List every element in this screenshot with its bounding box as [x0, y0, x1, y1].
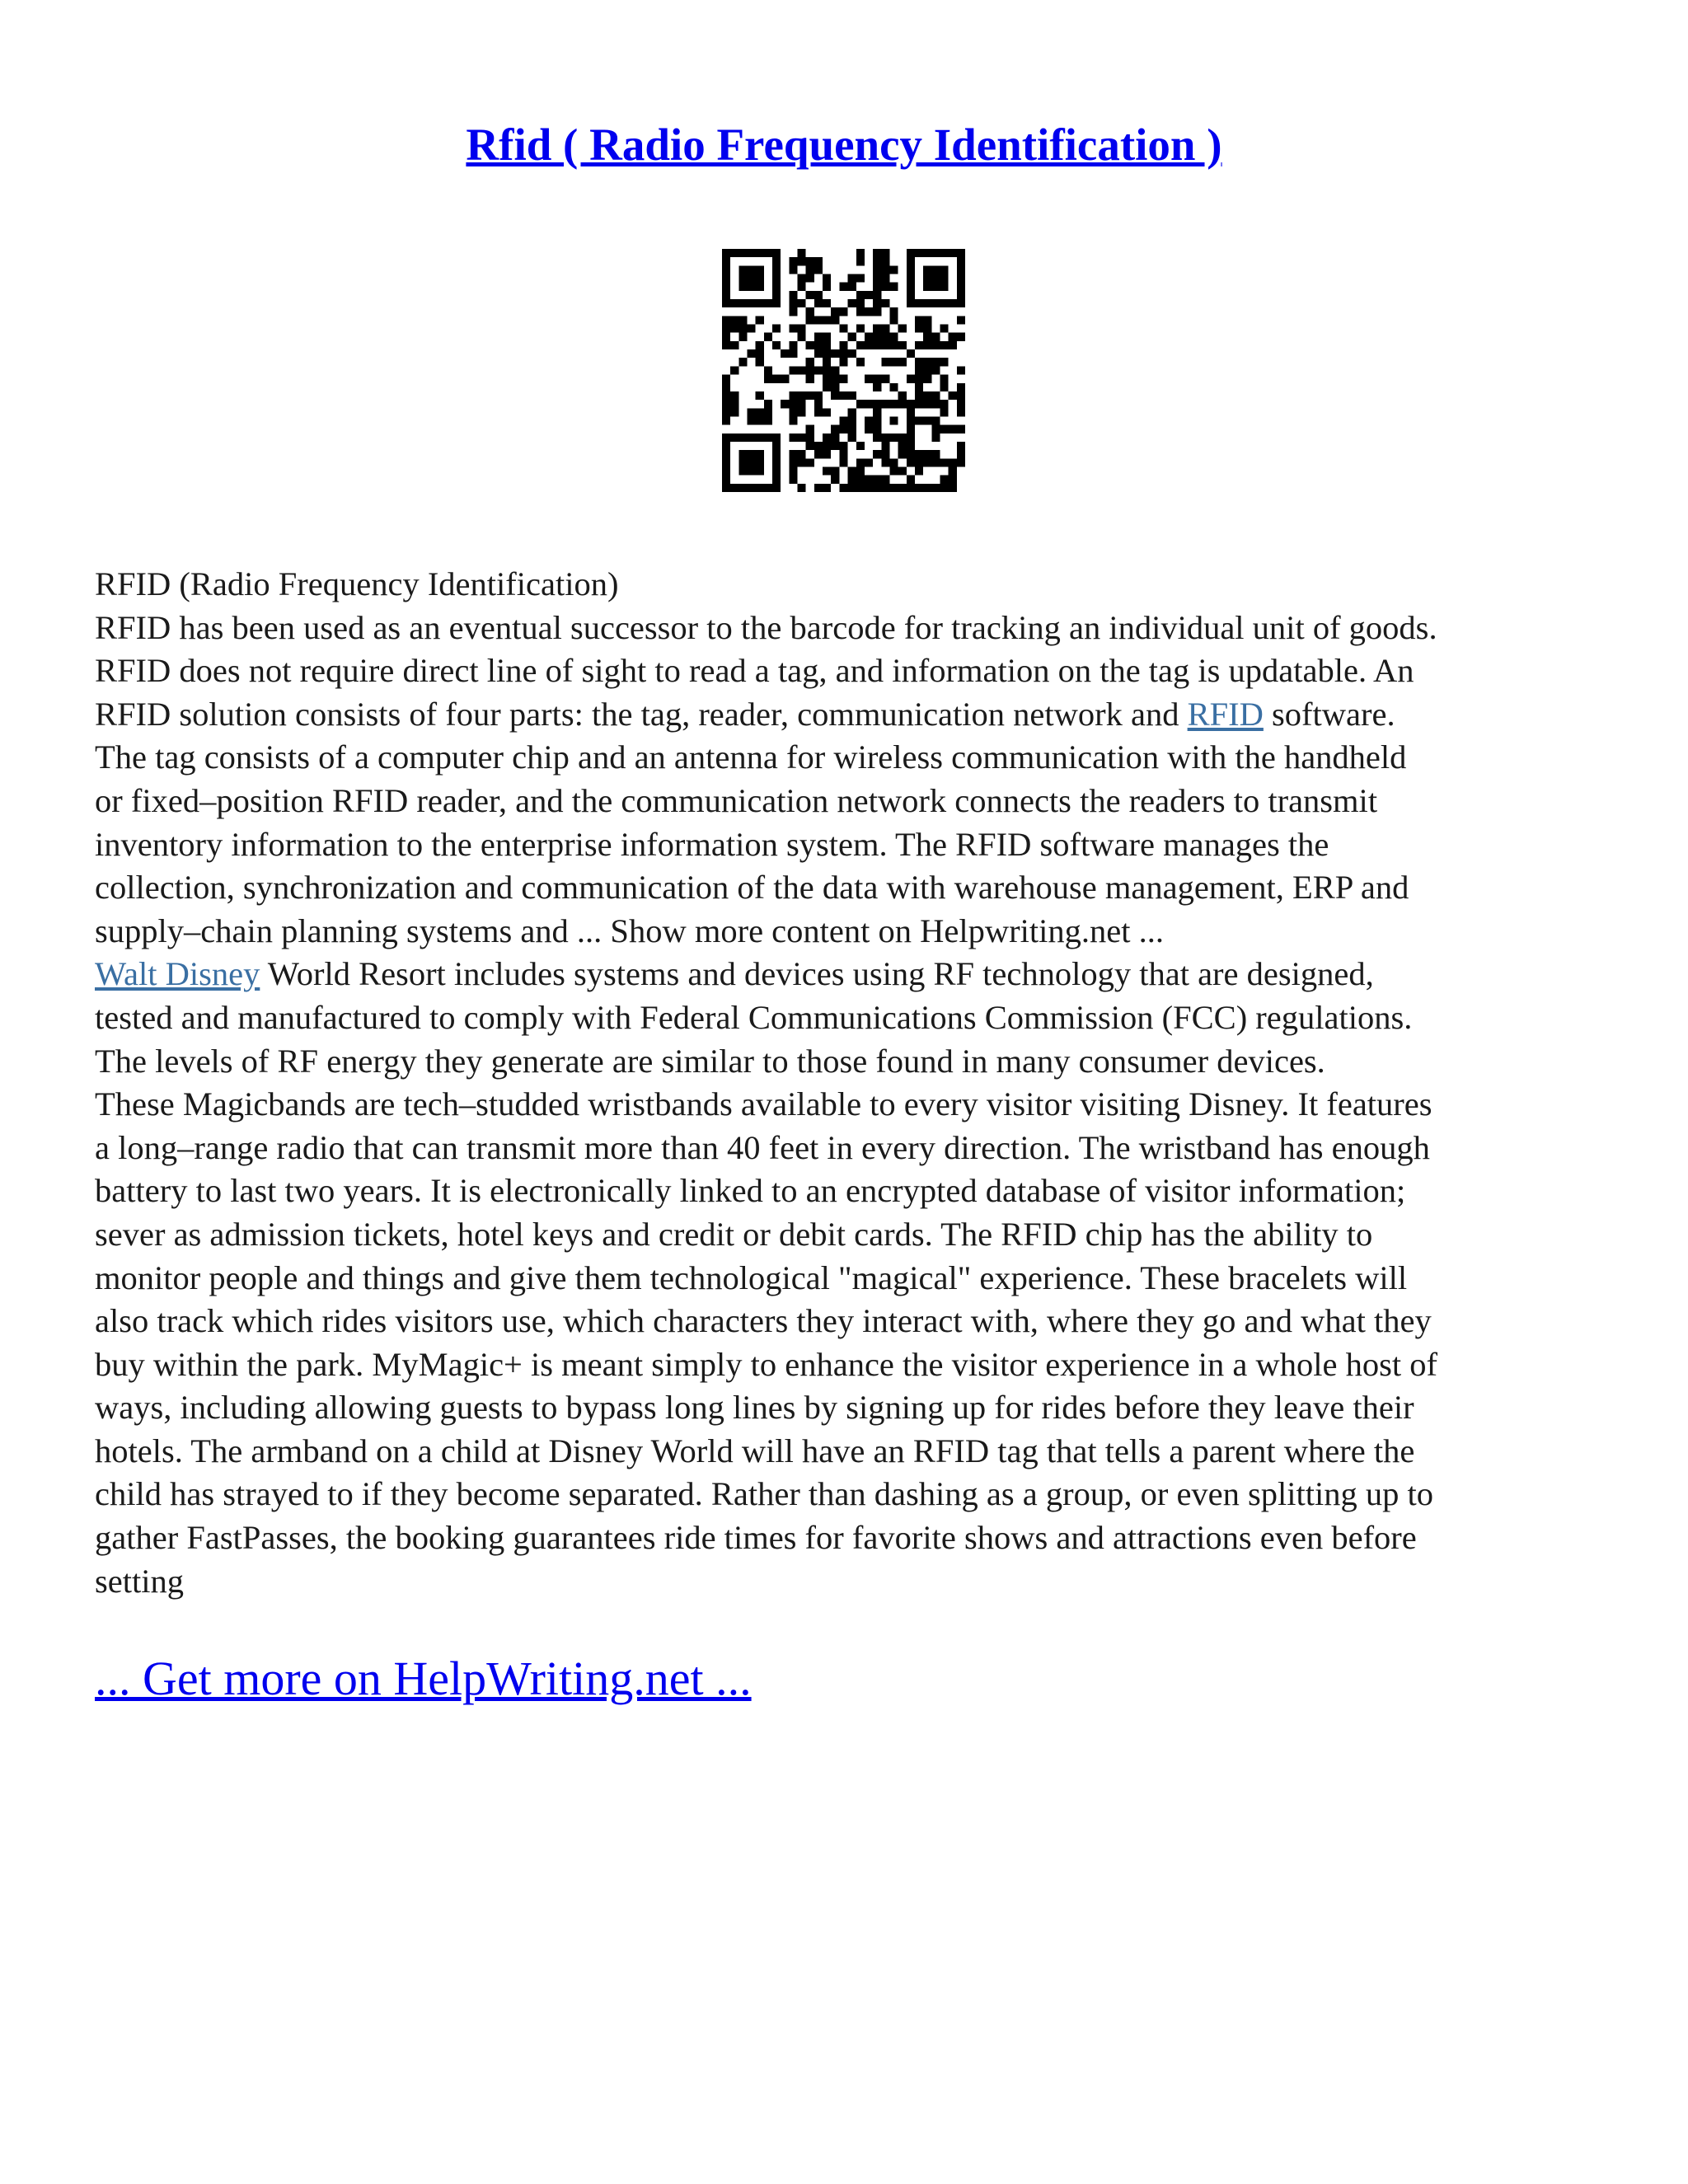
text-line: RFID has been used as an eventual successor to the barcode for tracking an individual unit of goods. — [95, 608, 1437, 646]
text-line: child has strayed to if they become separated. Rather than dashing as a group, or even splitting up to — [95, 1475, 1434, 1513]
text-line: The levels of RF energy they generate are similar to those found in many consumer devices. — [95, 1042, 1325, 1080]
text-line: supply–chain planning systems and ... Show more content on Helpwriting.net ... — [95, 912, 1164, 949]
text-line: gather FastPasses, the booking guarantees ride times for favorite shows and attractions even before — [95, 1519, 1417, 1557]
text-line: monitor people and things and give them technological "magical" experience. These bracelets will — [95, 1258, 1408, 1296]
walt-disney-link[interactable]: Walt Disney — [95, 955, 260, 993]
text-segment: RFID solution consists of four parts: the tag, reader, communication network and — [95, 695, 1188, 733]
text-line: buy within the park. MyMagic+ is meant simply to enhance the visitor experience in a whole host of — [95, 1345, 1437, 1383]
text-line: RFID does not require direct line of sight to read a tag, and information on the tag is updatable. An — [95, 652, 1414, 690]
text-segment: software. — [1263, 695, 1395, 733]
text-line: The tag consists of a computer chip and an antenna for wireless communication with the handheld — [95, 738, 1407, 776]
article-body — [95, 563, 1603, 1603]
text-line: ways, including allowing guests to bypass long lines by signing up for rides before they leave their — [95, 1389, 1414, 1427]
article-heading: RFID (Radio Frequency Identification) — [95, 565, 619, 602]
text-line: These Magicbands are tech–studded wristbands available to every visitor visiting Disney. It features — [95, 1085, 1432, 1123]
get-more-link[interactable]: ... Get more on HelpWriting.net ... — [95, 1652, 752, 1705]
text-line: tested and manufactured to comply with Federal Communications Commission (FCC) regulations. — [95, 998, 1413, 1036]
text-line: also track which rides visitors use, which characters they interact with, where they go and what they — [95, 1302, 1432, 1340]
rfid-link[interactable]: RFID — [1187, 695, 1264, 733]
footer — [95, 1650, 752, 1708]
text-line: battery to last two years. It is electronically linked to an encrypted database of visitor information; — [95, 1172, 1406, 1210]
text-line: or fixed–position RFID reader, and the communication network connects the readers to transmit — [95, 781, 1378, 819]
text-line: collection, synchronization and communication of the data with warehouse management, ERP and — [95, 869, 1409, 907]
title-link[interactable]: Rfid ( Radio Frequency Identification ) — [466, 120, 1222, 170]
text-line: sever as admission tickets, hotel keys and credit or debit cards. The RFID chip has the ability to — [95, 1215, 1373, 1253]
text-line: hotels. The armband on a child at Disney World will have an RFID tag that tells a parent where the — [95, 1432, 1415, 1469]
text-segment: World Resort includes systems and devices using RF technology that are designed, — [260, 955, 1374, 993]
qr-code — [722, 249, 965, 492]
text-line — [95, 953, 1603, 996]
text-line — [95, 693, 1603, 737]
text-line: setting — [95, 1562, 184, 1600]
text-line: a long–range radio that can transmit more than 40 feet in every direction. The wristband has enough — [95, 1128, 1430, 1166]
page-title — [0, 115, 1688, 175]
text-line: inventory information to the enterprise information system. The RFID software manages the — [95, 825, 1329, 863]
